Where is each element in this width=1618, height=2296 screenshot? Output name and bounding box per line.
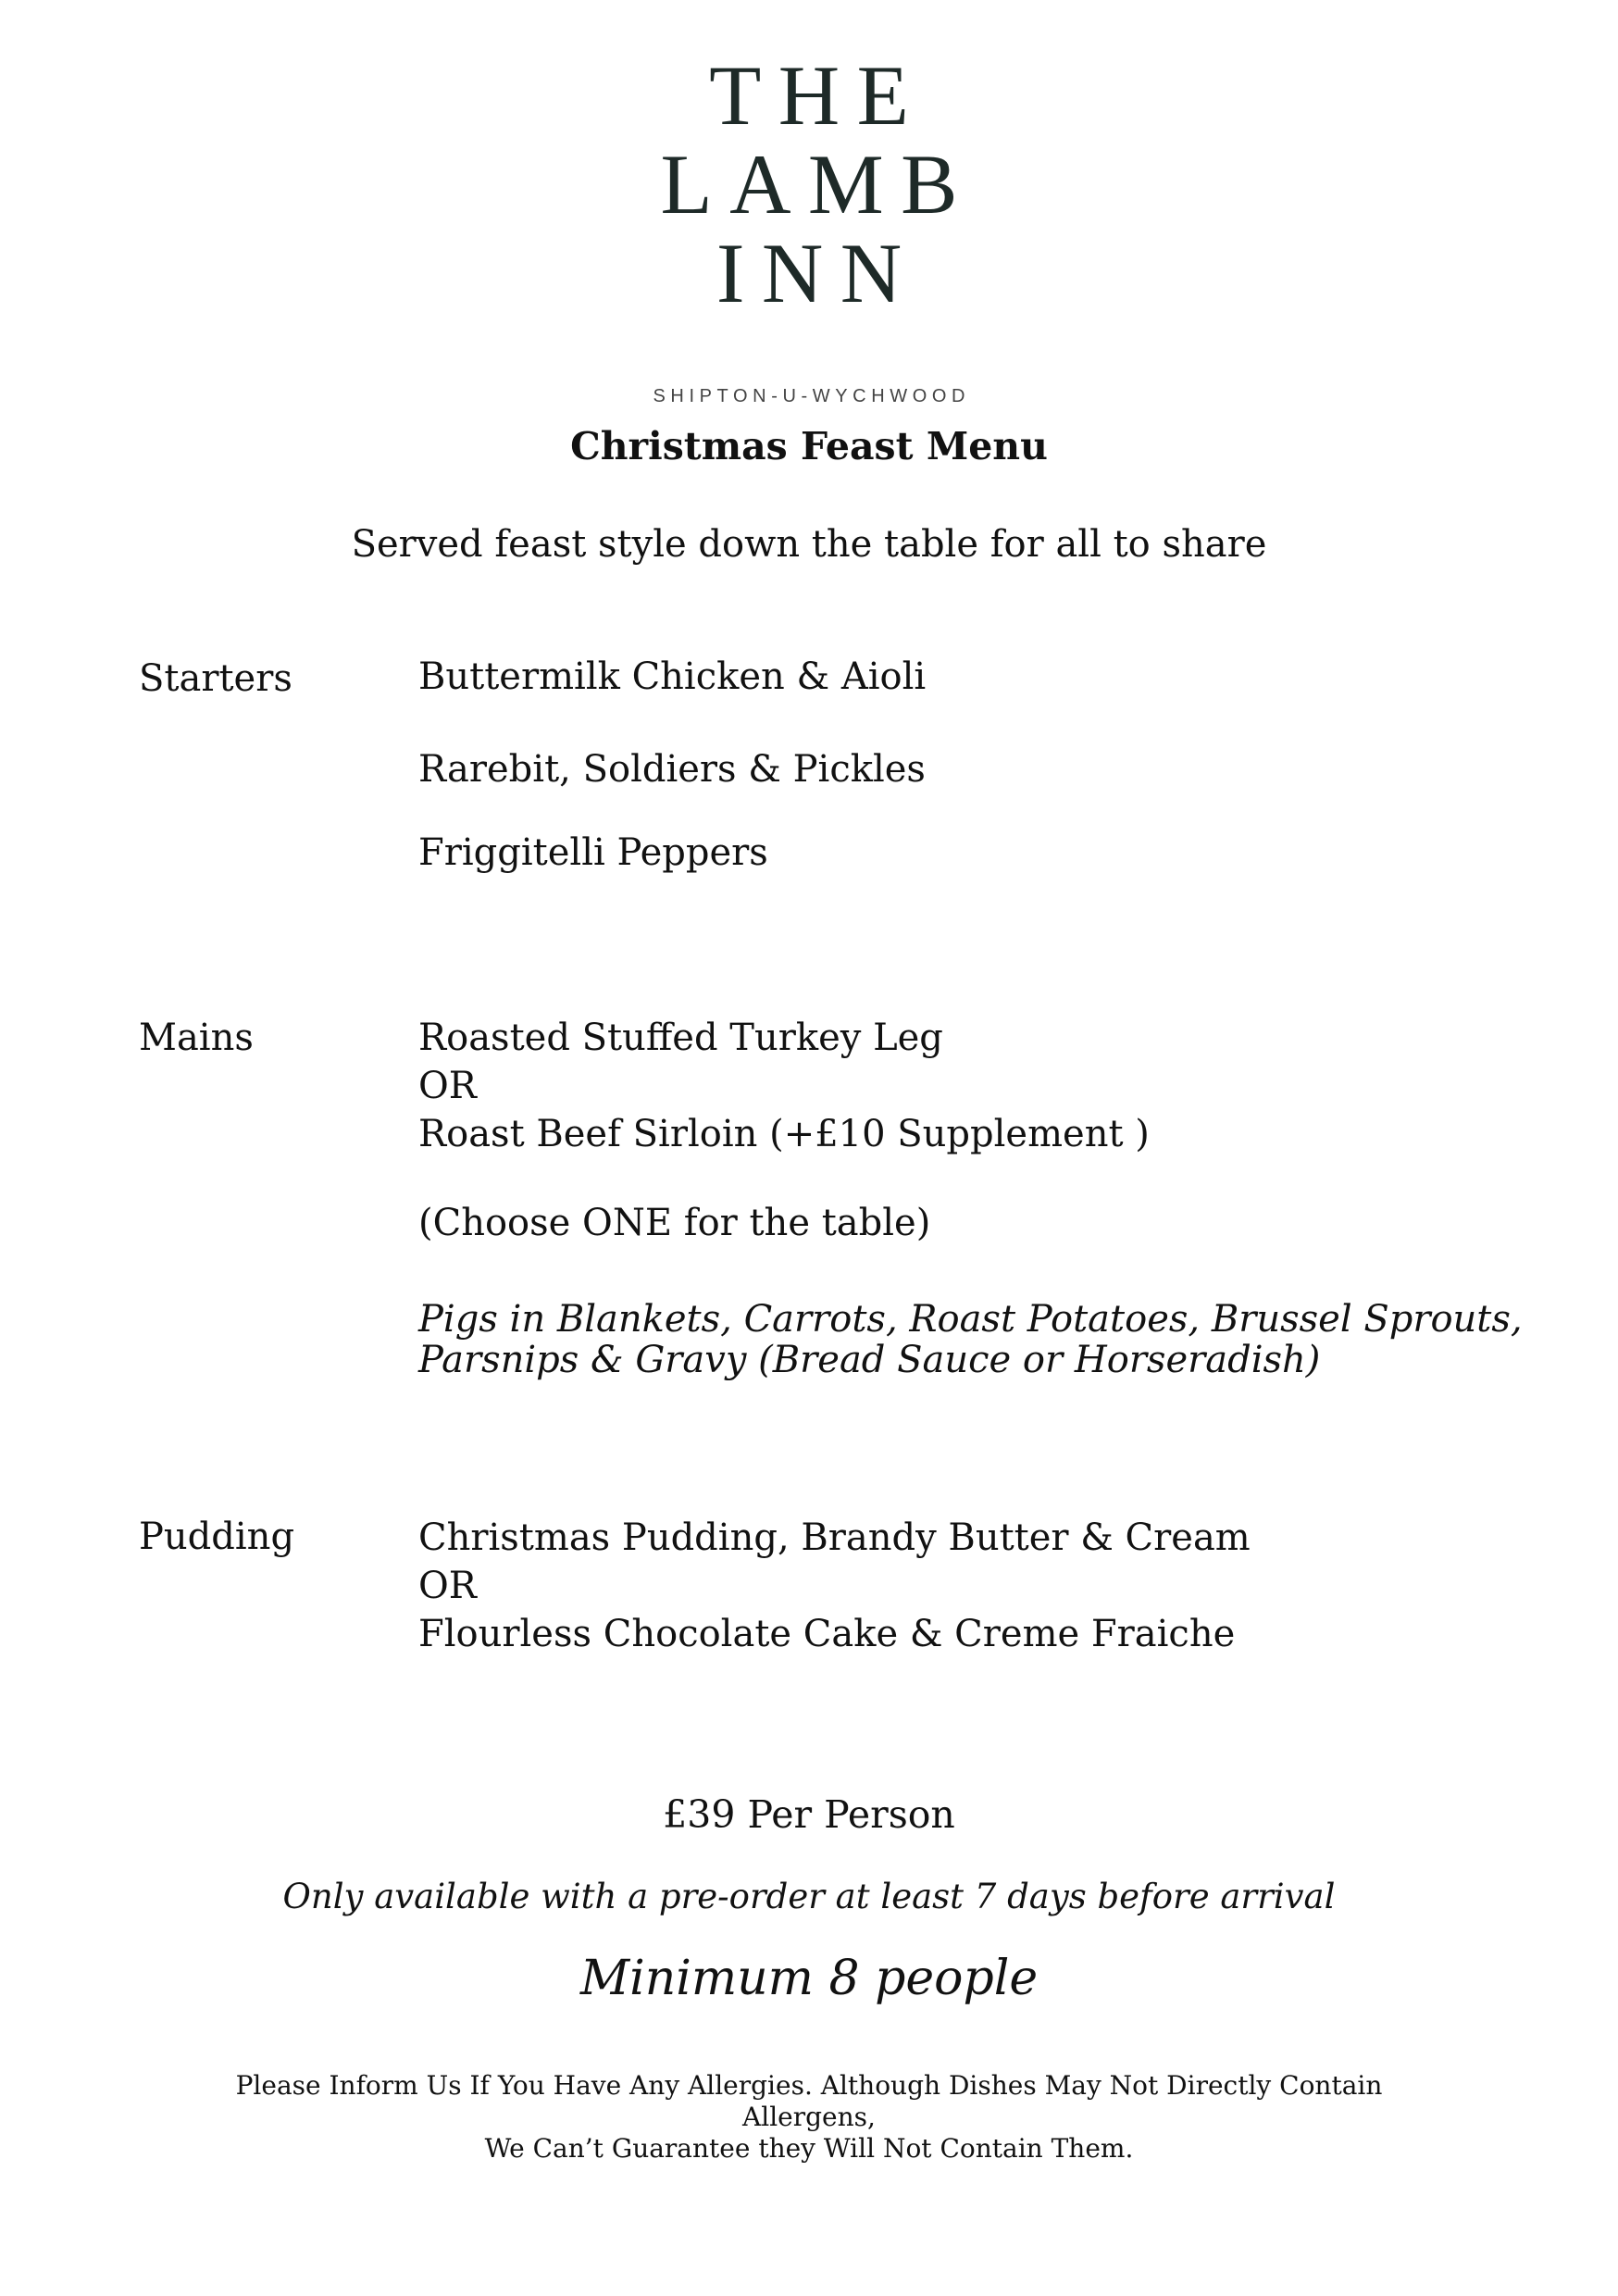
logo-line: INN — [716, 226, 919, 320]
sides-line: Pigs in Blankets, Carrots, Roast Potatoes, Brussel Sprouts, — [418, 1298, 1523, 1341]
section-label-starters: Starters — [139, 657, 292, 700]
minimum-people: Minimum 8 people — [579, 1951, 1039, 2006]
section-label-pudding: Pudding — [139, 1516, 295, 1558]
logo — [0, 48, 1618, 407]
or-separator: OR — [418, 1065, 477, 1107]
menu-title: Christmas Feast Menu — [570, 424, 1048, 468]
dish-item: Christmas Pudding, Brandy Butter & Cream — [418, 1516, 1251, 1559]
logo-line: LAMB — [660, 137, 975, 231]
allergy-notice — [0, 2070, 1618, 2165]
dish-item: Roast Beef Sirloin (+£10 Supplement ) — [418, 1113, 1150, 1155]
price: £39 Per Person — [663, 1792, 955, 1837]
section-label-mains: Mains — [139, 1017, 254, 1059]
allergy-line: Allergens, — [742, 2102, 876, 2132]
sides-line: Parsnips & Gravy (Bread Sauce or Horseradish) — [418, 1339, 1321, 1381]
dish-item: Roasted Stuffed Turkey Leg — [418, 1017, 943, 1059]
dish-item: Flourless Chocolate Cake & Creme Fraiche — [418, 1613, 1236, 1655]
mains-note: (Choose ONE for the table) — [418, 1202, 931, 1244]
menu-subtitle: Served feast style down the table for all to share — [351, 523, 1267, 566]
allergy-line: Please Inform Us If You Have Any Allergies. Although Dishes May Not Directly Contain — [235, 2070, 1383, 2101]
logo-line: THE — [709, 48, 927, 143]
or-separator: OR — [418, 1565, 477, 1607]
dish-item: Friggitelli Peppers — [418, 831, 768, 874]
logo-location: SHIPTON-U-WYCHWOOD — [653, 386, 971, 406]
preorder-note: Only available with a pre-order at least 7 days before arrival — [282, 1877, 1336, 1916]
allergy-line: We Can’t Guarantee they Will Not Contain Them. — [484, 2133, 1134, 2164]
dish-item: Rarebit, Soldiers & Pickles — [418, 748, 926, 791]
dish-item: Buttermilk Chicken & Aioli — [418, 655, 927, 698]
